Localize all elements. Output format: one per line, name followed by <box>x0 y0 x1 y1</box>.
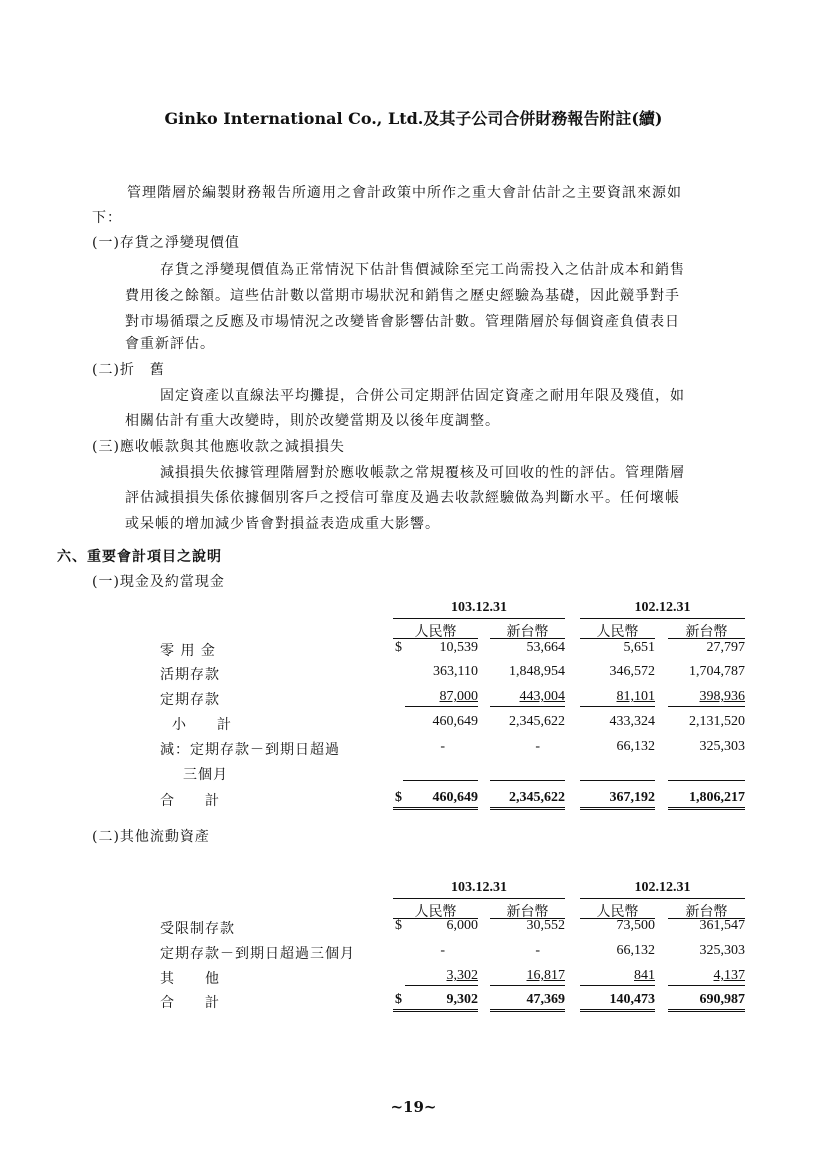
period-header: 103.12.31 <box>451 600 507 615</box>
cell-value: 346,572 <box>609 664 655 679</box>
period-header: 102.12.31 <box>634 600 691 615</box>
cell-value: 3,302 <box>446 968 478 983</box>
row-label: 零 用 金 <box>160 643 216 659</box>
cell-value: 5,651 <box>623 640 655 655</box>
row-label: 定期存款－到期日超過三個月 <box>160 946 355 962</box>
paragraph-line: 固定資產以直線法平均攤提，合併公司定期評估固定資產之耐用年限及殘值，如 <box>160 388 685 404</box>
cell-value: 690,987 <box>699 992 745 1007</box>
paragraph-line: 或呆帳的增加減少皆會對損益表造成重大影響。 <box>125 516 440 532</box>
cell-value: 443,004 <box>519 689 565 704</box>
row-label: 定期存款 <box>160 692 220 708</box>
paragraph-line: 費用後之餘額。這些估計數以當期市場狀況和銷售之歷史經驗為基礎，因此競爭對手 <box>125 288 680 304</box>
cell-value: 1,704,787 <box>689 664 745 679</box>
cell-value: 363,110 <box>433 664 478 679</box>
cell-value: 27,797 <box>706 640 745 655</box>
row-label: 合 計 <box>160 995 220 1011</box>
row-label: 減：定期存款－到期日超過 <box>160 742 340 758</box>
cell-value: 398,936 <box>699 689 745 704</box>
cell-value: 30,552 <box>526 918 565 933</box>
row-label: 其 他 <box>160 971 220 987</box>
intro-line: 下： <box>92 210 122 226</box>
cell-value: 367,192 <box>609 790 655 805</box>
row-label-continued: 三個月 <box>183 767 228 783</box>
cell-value: 2,131,520 <box>689 714 745 729</box>
cell-value: 1,848,954 <box>509 664 565 679</box>
cell-value: 325,303 <box>699 739 745 754</box>
currency-header: 人民幣 <box>596 904 639 920</box>
cell-value: 433,324 <box>609 714 655 729</box>
currency-header: 新台幣 <box>685 624 728 640</box>
period-header: 103.12.31 <box>451 880 507 895</box>
cell-value: 10,539 <box>439 640 478 655</box>
cell-value: 16,817 <box>526 968 565 983</box>
cell-value: 53,664 <box>526 640 565 655</box>
cell-value: 6,000 <box>446 918 478 933</box>
currency-header: 新台幣 <box>506 904 549 920</box>
cell-value: 361,547 <box>699 918 745 933</box>
cell-value: 1,806,217 <box>689 790 745 805</box>
paragraph-line: 對市場循環之反應及市場情況之改變皆會影響估計數。管理階層於每個資產負債表日 <box>125 314 680 330</box>
cell-value: 87,000 <box>439 689 478 704</box>
cell-value: 66,132 <box>616 739 655 754</box>
row-label: 活期存款 <box>160 667 220 683</box>
table-heading-other-assets: (二)其他流動資產 <box>92 829 210 845</box>
currency-header: 新台幣 <box>506 624 549 640</box>
cell-value: 140,473 <box>609 992 655 1007</box>
cell-value: 2,345,622 <box>509 714 565 729</box>
intro-line: 管理階層於編製財務報告所適用之會計政策中所作之重大會計估計之主要資訊來源如 <box>127 185 682 201</box>
section-heading-accounts: 六、重要會計項目之說明 <box>57 549 222 565</box>
cell-value: 47,369 <box>526 992 565 1007</box>
section-heading-depreciation: (二)折 舊 <box>92 362 165 378</box>
cell-value: 73,500 <box>616 918 655 933</box>
section-heading-inventory: (一)存貨之淨變現價值 <box>92 235 240 251</box>
report-title: Ginko International Co., Ltd.及其子公司合併財務報告附註(續) <box>164 109 663 128</box>
paragraph-line: 相關估計有重大改變時，則於改變當期及以後年度調整。 <box>125 413 500 429</box>
cell-value: - <box>535 739 540 754</box>
page-number: ~19~ <box>390 1098 437 1116</box>
paragraph-line: 存貨之淨變現價值為正常情況下估計售價減除至完工尚需投入之估計成本和銷售 <box>160 262 685 278</box>
row-label: 受限制存款 <box>160 921 235 937</box>
paragraph-line: 會重新評估。 <box>125 336 215 352</box>
period-header: 102.12.31 <box>634 880 691 895</box>
paragraph-line: 評估減損損失係依據個別客戶之授信可靠度及過去收款經驗做為判斷水平。任何壞帳 <box>125 490 680 506</box>
currency-header: 新台幣 <box>685 904 728 920</box>
currency-header: 人民幣 <box>414 624 457 640</box>
dollar-sign: $ <box>395 992 402 1007</box>
row-label: 合 計 <box>160 793 220 809</box>
cell-value: - <box>440 943 445 958</box>
cell-value: 4,137 <box>713 968 745 983</box>
section-heading-impairment: (三)應收帳款與其他應收款之減損損失 <box>92 439 345 455</box>
paragraph-line: 減損損失依據管理階層對於應收帳款之常規覆核及可回收的性的評估。管理階層 <box>160 465 685 481</box>
table-heading-cash: (一)現金及約當現金 <box>92 574 225 590</box>
currency-header: 人民幣 <box>596 624 639 640</box>
cell-value: - <box>535 943 540 958</box>
dollar-sign: $ <box>395 790 402 805</box>
cell-value: 325,303 <box>699 943 745 958</box>
cell-value: 81,101 <box>616 689 655 704</box>
dollar-sign: $ <box>395 918 402 933</box>
cell-value: 2,345,622 <box>509 790 565 805</box>
cell-value: 460,649 <box>432 714 478 729</box>
dollar-sign: $ <box>395 640 402 655</box>
cell-value: - <box>440 739 445 754</box>
cell-value: 460,649 <box>432 790 478 805</box>
cell-value: 66,132 <box>616 943 655 958</box>
cell-value: 9,302 <box>446 992 478 1007</box>
currency-header: 人民幣 <box>414 904 457 920</box>
row-label: 小 計 <box>172 717 232 733</box>
cell-value: 841 <box>634 968 655 983</box>
